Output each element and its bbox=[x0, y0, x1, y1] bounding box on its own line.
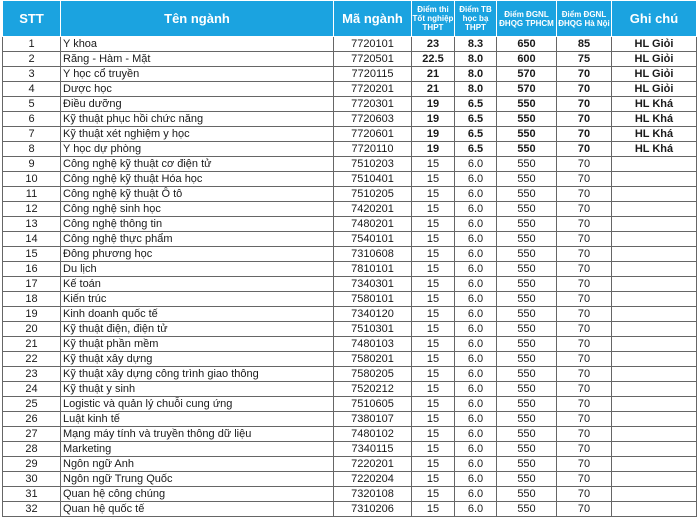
cell-stt: 26 bbox=[3, 412, 61, 427]
cell-dgnl-hn: 70 bbox=[557, 337, 612, 352]
cell-dgnl-hn: 70 bbox=[557, 127, 612, 142]
cell-thpt-score: 15 bbox=[412, 502, 455, 517]
cell-dgnl-hn: 70 bbox=[557, 322, 612, 337]
cell-major-code: 7580201 bbox=[334, 352, 412, 367]
cell-dgnl-hcm: 550 bbox=[497, 97, 557, 112]
cell-dgnl-hn: 70 bbox=[557, 112, 612, 127]
cell-major-code: 7510401 bbox=[334, 172, 412, 187]
cell-major-name: Răng - Hàm - Mặt bbox=[61, 52, 334, 67]
cell-dgnl-hn: 85 bbox=[557, 37, 612, 52]
cell-major-code: 7510605 bbox=[334, 397, 412, 412]
cell-hocba-score: 6.0 bbox=[455, 172, 497, 187]
table-row bbox=[3, 487, 697, 502]
cell-major-name: Logistic và quản lý chuỗi cung ứng bbox=[61, 397, 334, 412]
cell-major-code: 7720110 bbox=[334, 142, 412, 157]
cell-stt: 32 bbox=[3, 502, 61, 517]
cell-stt: 16 bbox=[3, 262, 61, 277]
cell-major-code: 7340301 bbox=[334, 277, 412, 292]
cell-note bbox=[612, 217, 697, 232]
cell-major-name: Mạng máy tính và truyền thông dữ liệu bbox=[61, 427, 334, 442]
cell-major-code: 7220201 bbox=[334, 457, 412, 472]
cell-major-code: 7510203 bbox=[334, 157, 412, 172]
cell-stt: 20 bbox=[3, 322, 61, 337]
table-row bbox=[3, 82, 697, 97]
cell-note: HL Khá bbox=[612, 112, 697, 127]
cell-note: HL Giỏi bbox=[612, 37, 697, 52]
cell-thpt-score: 15 bbox=[412, 457, 455, 472]
cell-dgnl-hcm: 550 bbox=[497, 142, 557, 157]
cell-hocba-score: 6.0 bbox=[455, 457, 497, 472]
cell-stt: 1 bbox=[3, 37, 61, 52]
cell-note bbox=[612, 232, 697, 247]
cell-dgnl-hcm: 550 bbox=[497, 382, 557, 397]
table-row bbox=[3, 277, 697, 292]
cell-major-code: 7420201 bbox=[334, 202, 412, 217]
cell-hocba-score: 6.0 bbox=[455, 292, 497, 307]
cell-thpt-score: 15 bbox=[412, 352, 455, 367]
cell-hocba-score: 6.5 bbox=[455, 97, 497, 112]
cell-stt: 18 bbox=[3, 292, 61, 307]
cell-dgnl-hn: 70 bbox=[557, 247, 612, 262]
table-row bbox=[3, 232, 697, 247]
table-row bbox=[3, 427, 697, 442]
cell-major-name: Ngôn ngữ Anh bbox=[61, 457, 334, 472]
cell-note bbox=[612, 397, 697, 412]
cell-stt: 12 bbox=[3, 202, 61, 217]
cell-thpt-score: 15 bbox=[412, 382, 455, 397]
cell-thpt-score: 15 bbox=[412, 367, 455, 382]
cell-dgnl-hcm: 550 bbox=[497, 187, 557, 202]
cell-note bbox=[612, 352, 697, 367]
cell-thpt-score: 15 bbox=[412, 217, 455, 232]
cell-hocba-score: 6.5 bbox=[455, 127, 497, 142]
cell-stt: 11 bbox=[3, 187, 61, 202]
cell-stt: 7 bbox=[3, 127, 61, 142]
cell-dgnl-hcm: 550 bbox=[497, 472, 557, 487]
table-row bbox=[3, 307, 697, 322]
cell-major-code: 7310206 bbox=[334, 502, 412, 517]
table-row bbox=[3, 337, 697, 352]
cell-major-name: Quan hệ quốc tế bbox=[61, 502, 334, 517]
admission-score-table bbox=[2, 0, 697, 517]
table-row bbox=[3, 382, 697, 397]
cell-stt: 30 bbox=[3, 472, 61, 487]
cell-dgnl-hcm: 550 bbox=[497, 502, 557, 517]
cell-hocba-score: 8.0 bbox=[455, 82, 497, 97]
cell-hocba-score: 8.0 bbox=[455, 67, 497, 82]
cell-note bbox=[612, 502, 697, 517]
cell-stt: 22 bbox=[3, 352, 61, 367]
cell-major-name: Kỹ thuật y sinh bbox=[61, 382, 334, 397]
cell-major-name: Công nghệ thực phẩm bbox=[61, 232, 334, 247]
cell-note bbox=[612, 202, 697, 217]
table-row bbox=[3, 502, 697, 517]
cell-stt: 4 bbox=[3, 82, 61, 97]
cell-stt: 8 bbox=[3, 142, 61, 157]
cell-dgnl-hcm: 550 bbox=[497, 397, 557, 412]
cell-dgnl-hcm: 550 bbox=[497, 112, 557, 127]
table-row bbox=[3, 217, 697, 232]
cell-hocba-score: 6.0 bbox=[455, 247, 497, 262]
cell-dgnl-hn: 70 bbox=[557, 502, 612, 517]
cell-thpt-score: 19 bbox=[412, 127, 455, 142]
cell-major-code: 7480201 bbox=[334, 217, 412, 232]
cell-major-code: 7720115 bbox=[334, 67, 412, 82]
cell-stt: 9 bbox=[3, 157, 61, 172]
cell-dgnl-hn: 70 bbox=[557, 202, 612, 217]
cell-hocba-score: 6.0 bbox=[455, 352, 497, 367]
cell-major-name: Kỹ thuật điện, điện tử bbox=[61, 322, 334, 337]
cell-dgnl-hn: 70 bbox=[557, 442, 612, 457]
cell-note bbox=[612, 322, 697, 337]
cell-hocba-score: 6.0 bbox=[455, 202, 497, 217]
table-row bbox=[3, 457, 697, 472]
cell-major-name: Công nghệ kỹ thuật cơ điện tử bbox=[61, 157, 334, 172]
cell-hocba-score: 6.0 bbox=[455, 307, 497, 322]
cell-note: HL Khá bbox=[612, 142, 697, 157]
cell-thpt-score: 15 bbox=[412, 292, 455, 307]
cell-dgnl-hcm: 600 bbox=[497, 52, 557, 67]
cell-thpt-score: 15 bbox=[412, 322, 455, 337]
cell-major-name: Công nghệ sinh học bbox=[61, 202, 334, 217]
cell-note bbox=[612, 457, 697, 472]
cell-note bbox=[612, 427, 697, 442]
cell-dgnl-hcm: 550 bbox=[497, 232, 557, 247]
cell-dgnl-hcm: 550 bbox=[497, 247, 557, 262]
cell-note bbox=[612, 247, 697, 262]
cell-major-code: 7720603 bbox=[334, 112, 412, 127]
cell-stt: 17 bbox=[3, 277, 61, 292]
cell-major-name: Du lịch bbox=[61, 262, 334, 277]
cell-hocba-score: 6.0 bbox=[455, 187, 497, 202]
cell-dgnl-hcm: 650 bbox=[497, 37, 557, 52]
cell-stt: 14 bbox=[3, 232, 61, 247]
col-header-note: Ghi chú bbox=[612, 1, 697, 37]
cell-stt: 23 bbox=[3, 367, 61, 382]
cell-hocba-score: 6.0 bbox=[455, 472, 497, 487]
cell-note bbox=[612, 367, 697, 382]
cell-major-code: 7810101 bbox=[334, 262, 412, 277]
cell-thpt-score: 15 bbox=[412, 202, 455, 217]
cell-hocba-score: 6.0 bbox=[455, 442, 497, 457]
cell-note bbox=[612, 487, 697, 502]
cell-dgnl-hcm: 550 bbox=[497, 412, 557, 427]
cell-dgnl-hn: 70 bbox=[557, 232, 612, 247]
cell-note bbox=[612, 157, 697, 172]
cell-hocba-score: 6.0 bbox=[455, 262, 497, 277]
cell-dgnl-hn: 70 bbox=[557, 292, 612, 307]
cell-note bbox=[612, 472, 697, 487]
cell-thpt-score: 15 bbox=[412, 442, 455, 457]
cell-note bbox=[612, 442, 697, 457]
cell-hocba-score: 6.0 bbox=[455, 217, 497, 232]
cell-hocba-score: 6.0 bbox=[455, 382, 497, 397]
cell-major-code: 7720101 bbox=[334, 37, 412, 52]
cell-note bbox=[612, 172, 697, 187]
cell-note bbox=[612, 412, 697, 427]
cell-thpt-score: 15 bbox=[412, 472, 455, 487]
cell-thpt-score: 15 bbox=[412, 337, 455, 352]
cell-note bbox=[612, 262, 697, 277]
cell-major-name: Công nghệ kỹ thuật Hóa học bbox=[61, 172, 334, 187]
cell-dgnl-hcm: 550 bbox=[497, 277, 557, 292]
cell-dgnl-hcm: 550 bbox=[497, 457, 557, 472]
cell-major-code: 7580205 bbox=[334, 367, 412, 382]
cell-hocba-score: 6.0 bbox=[455, 322, 497, 337]
cell-dgnl-hcm: 550 bbox=[497, 427, 557, 442]
cell-stt: 29 bbox=[3, 457, 61, 472]
cell-hocba-score: 6.5 bbox=[455, 142, 497, 157]
cell-note bbox=[612, 292, 697, 307]
cell-major-name: Y khoa bbox=[61, 37, 334, 52]
cell-stt: 10 bbox=[3, 172, 61, 187]
cell-note: HL Khá bbox=[612, 127, 697, 142]
cell-dgnl-hcm: 550 bbox=[497, 367, 557, 382]
cell-major-code: 7720501 bbox=[334, 52, 412, 67]
cell-major-name: Công nghệ kỹ thuật Ô tô bbox=[61, 187, 334, 202]
col-header-stt: STT bbox=[3, 1, 61, 37]
cell-dgnl-hcm: 550 bbox=[497, 157, 557, 172]
cell-hocba-score: 8.3 bbox=[455, 37, 497, 52]
cell-dgnl-hn: 70 bbox=[557, 82, 612, 97]
cell-major-name: Ngôn ngữ Trung Quốc bbox=[61, 472, 334, 487]
table-row bbox=[3, 397, 697, 412]
cell-hocba-score: 6.0 bbox=[455, 412, 497, 427]
cell-major-code: 7720201 bbox=[334, 82, 412, 97]
cell-thpt-score: 21 bbox=[412, 67, 455, 82]
table-row bbox=[3, 52, 697, 67]
cell-thpt-score: 21 bbox=[412, 82, 455, 97]
cell-stt: 13 bbox=[3, 217, 61, 232]
cell-major-code: 7540101 bbox=[334, 232, 412, 247]
cell-stt: 6 bbox=[3, 112, 61, 127]
cell-hocba-score: 6.0 bbox=[455, 277, 497, 292]
cell-thpt-score: 19 bbox=[412, 97, 455, 112]
cell-major-code: 7720301 bbox=[334, 97, 412, 112]
cell-hocba-score: 6.5 bbox=[455, 112, 497, 127]
cell-dgnl-hcm: 550 bbox=[497, 307, 557, 322]
cell-thpt-score: 15 bbox=[412, 247, 455, 262]
table-row bbox=[3, 157, 697, 172]
cell-hocba-score: 8.0 bbox=[455, 52, 497, 67]
cell-dgnl-hn: 70 bbox=[557, 487, 612, 502]
cell-note bbox=[612, 307, 697, 322]
cell-dgnl-hcm: 550 bbox=[497, 337, 557, 352]
cell-dgnl-hn: 75 bbox=[557, 52, 612, 67]
col-header-dgnl-hcm: Điểm ĐGNL ĐHQG TPHCM bbox=[497, 1, 557, 37]
cell-major-name: Luật kinh tế bbox=[61, 412, 334, 427]
cell-thpt-score: 15 bbox=[412, 277, 455, 292]
col-header-dgnl-hn: Điểm ĐGNL ĐHQG Hà Nội bbox=[557, 1, 612, 37]
table-row bbox=[3, 127, 697, 142]
cell-major-name: Điều dưỡng bbox=[61, 97, 334, 112]
cell-dgnl-hn: 70 bbox=[557, 97, 612, 112]
cell-dgnl-hcm: 550 bbox=[497, 172, 557, 187]
table-row bbox=[3, 412, 697, 427]
cell-major-code: 7580101 bbox=[334, 292, 412, 307]
cell-major-code: 7480102 bbox=[334, 427, 412, 442]
cell-major-code: 7510205 bbox=[334, 187, 412, 202]
col-header-thpt: Điểm thi Tốt nghiệp THPT bbox=[412, 1, 455, 37]
cell-dgnl-hn: 70 bbox=[557, 142, 612, 157]
cell-dgnl-hn: 70 bbox=[557, 412, 612, 427]
cell-thpt-score: 19 bbox=[412, 142, 455, 157]
cell-major-name: Marketing bbox=[61, 442, 334, 457]
cell-major-name: Kỹ thuật xét nghiệm y học bbox=[61, 127, 334, 142]
cell-major-code: 7340120 bbox=[334, 307, 412, 322]
table-row bbox=[3, 352, 697, 367]
cell-major-name: Đông phương học bbox=[61, 247, 334, 262]
cell-hocba-score: 6.0 bbox=[455, 232, 497, 247]
cell-dgnl-hn: 70 bbox=[557, 307, 612, 322]
cell-dgnl-hn: 70 bbox=[557, 367, 612, 382]
cell-major-code: 7340115 bbox=[334, 442, 412, 457]
cell-major-name: Kỹ thuật phục hồi chức năng bbox=[61, 112, 334, 127]
cell-thpt-score: 15 bbox=[412, 307, 455, 322]
cell-thpt-score: 15 bbox=[412, 172, 455, 187]
cell-major-name: Kiến trúc bbox=[61, 292, 334, 307]
cell-stt: 5 bbox=[3, 97, 61, 112]
table-row bbox=[3, 247, 697, 262]
cell-major-name: Y học dự phòng bbox=[61, 142, 334, 157]
cell-major-name: Kinh doanh quốc tế bbox=[61, 307, 334, 322]
cell-stt: 25 bbox=[3, 397, 61, 412]
cell-major-code: 7510301 bbox=[334, 322, 412, 337]
cell-dgnl-hcm: 550 bbox=[497, 322, 557, 337]
table-row bbox=[3, 112, 697, 127]
cell-dgnl-hn: 70 bbox=[557, 262, 612, 277]
cell-dgnl-hcm: 550 bbox=[497, 217, 557, 232]
col-header-hocba: Điểm TB học bạ THPT bbox=[455, 1, 497, 37]
col-header-code: Mã ngành bbox=[334, 1, 412, 37]
cell-major-name: Kỹ thuật xây dựng bbox=[61, 352, 334, 367]
cell-major-name: Kỹ thuật phần mềm bbox=[61, 337, 334, 352]
table-row bbox=[3, 187, 697, 202]
cell-major-code: 7480103 bbox=[334, 337, 412, 352]
cell-stt: 27 bbox=[3, 427, 61, 442]
cell-hocba-score: 6.0 bbox=[455, 157, 497, 172]
cell-dgnl-hn: 70 bbox=[557, 397, 612, 412]
cell-hocba-score: 6.0 bbox=[455, 397, 497, 412]
cell-major-name: Dược học bbox=[61, 82, 334, 97]
cell-thpt-score: 19 bbox=[412, 112, 455, 127]
cell-thpt-score: 15 bbox=[412, 427, 455, 442]
table-row bbox=[3, 97, 697, 112]
cell-dgnl-hcm: 550 bbox=[497, 262, 557, 277]
cell-major-code: 7720601 bbox=[334, 127, 412, 142]
cell-dgnl-hn: 70 bbox=[557, 277, 612, 292]
cell-dgnl-hn: 70 bbox=[557, 157, 612, 172]
cell-dgnl-hcm: 550 bbox=[497, 442, 557, 457]
cell-major-name: Y học cổ truyền bbox=[61, 67, 334, 82]
cell-dgnl-hn: 70 bbox=[557, 472, 612, 487]
cell-dgnl-hcm: 570 bbox=[497, 67, 557, 82]
cell-thpt-score: 22.5 bbox=[412, 52, 455, 67]
cell-stt: 2 bbox=[3, 52, 61, 67]
cell-stt: 31 bbox=[3, 487, 61, 502]
cell-dgnl-hn: 70 bbox=[557, 217, 612, 232]
cell-dgnl-hn: 70 bbox=[557, 427, 612, 442]
cell-thpt-score: 15 bbox=[412, 262, 455, 277]
cell-note: HL Khá bbox=[612, 97, 697, 112]
cell-dgnl-hcm: 550 bbox=[497, 127, 557, 142]
cell-note: HL Giỏi bbox=[612, 67, 697, 82]
cell-note: HL Giỏi bbox=[612, 82, 697, 97]
cell-major-name: Quan hệ công chúng bbox=[61, 487, 334, 502]
col-header-name: Tên ngành bbox=[61, 1, 334, 37]
cell-dgnl-hcm: 550 bbox=[497, 352, 557, 367]
cell-dgnl-hcm: 550 bbox=[497, 202, 557, 217]
table-row bbox=[3, 322, 697, 337]
cell-dgnl-hn: 70 bbox=[557, 172, 612, 187]
cell-dgnl-hn: 70 bbox=[557, 352, 612, 367]
cell-dgnl-hn: 70 bbox=[557, 457, 612, 472]
cell-stt: 19 bbox=[3, 307, 61, 322]
table-row bbox=[3, 37, 697, 52]
table-row bbox=[3, 472, 697, 487]
cell-major-code: 7220204 bbox=[334, 472, 412, 487]
cell-major-code: 7310608 bbox=[334, 247, 412, 262]
cell-thpt-score: 15 bbox=[412, 412, 455, 427]
cell-hocba-score: 6.0 bbox=[455, 367, 497, 382]
cell-stt: 24 bbox=[3, 382, 61, 397]
cell-thpt-score: 15 bbox=[412, 187, 455, 202]
cell-note bbox=[612, 277, 697, 292]
cell-dgnl-hcm: 550 bbox=[497, 292, 557, 307]
cell-note bbox=[612, 187, 697, 202]
cell-hocba-score: 6.0 bbox=[455, 487, 497, 502]
cell-note bbox=[612, 337, 697, 352]
cell-hocba-score: 6.0 bbox=[455, 427, 497, 442]
table-header bbox=[3, 1, 697, 37]
table-row bbox=[3, 262, 697, 277]
cell-thpt-score: 15 bbox=[412, 397, 455, 412]
table-row bbox=[3, 442, 697, 457]
cell-stt: 21 bbox=[3, 337, 61, 352]
table-row bbox=[3, 142, 697, 157]
cell-major-name: Công nghệ thông tin bbox=[61, 217, 334, 232]
table-row bbox=[3, 202, 697, 217]
cell-major-name: Kỹ thuật xây dựng công trình giao thông bbox=[61, 367, 334, 382]
cell-hocba-score: 6.0 bbox=[455, 337, 497, 352]
cell-dgnl-hn: 70 bbox=[557, 67, 612, 82]
table-row bbox=[3, 292, 697, 307]
cell-major-name: Kế toán bbox=[61, 277, 334, 292]
table-body bbox=[3, 37, 697, 517]
cell-major-code: 7520212 bbox=[334, 382, 412, 397]
cell-hocba-score: 6.0 bbox=[455, 502, 497, 517]
cell-note: HL Giỏi bbox=[612, 52, 697, 67]
cell-thpt-score: 15 bbox=[412, 232, 455, 247]
cell-dgnl-hcm: 550 bbox=[497, 487, 557, 502]
cell-thpt-score: 15 bbox=[412, 487, 455, 502]
table-row bbox=[3, 67, 697, 82]
table-row bbox=[3, 172, 697, 187]
cell-stt: 15 bbox=[3, 247, 61, 262]
cell-dgnl-hn: 70 bbox=[557, 382, 612, 397]
cell-note bbox=[612, 382, 697, 397]
cell-major-code: 7320108 bbox=[334, 487, 412, 502]
cell-thpt-score: 23 bbox=[412, 37, 455, 52]
cell-dgnl-hn: 70 bbox=[557, 187, 612, 202]
cell-dgnl-hcm: 570 bbox=[497, 82, 557, 97]
cell-stt: 28 bbox=[3, 442, 61, 457]
cell-thpt-score: 15 bbox=[412, 157, 455, 172]
cell-major-code: 7380107 bbox=[334, 412, 412, 427]
table-row bbox=[3, 367, 697, 382]
cell-stt: 3 bbox=[3, 67, 61, 82]
